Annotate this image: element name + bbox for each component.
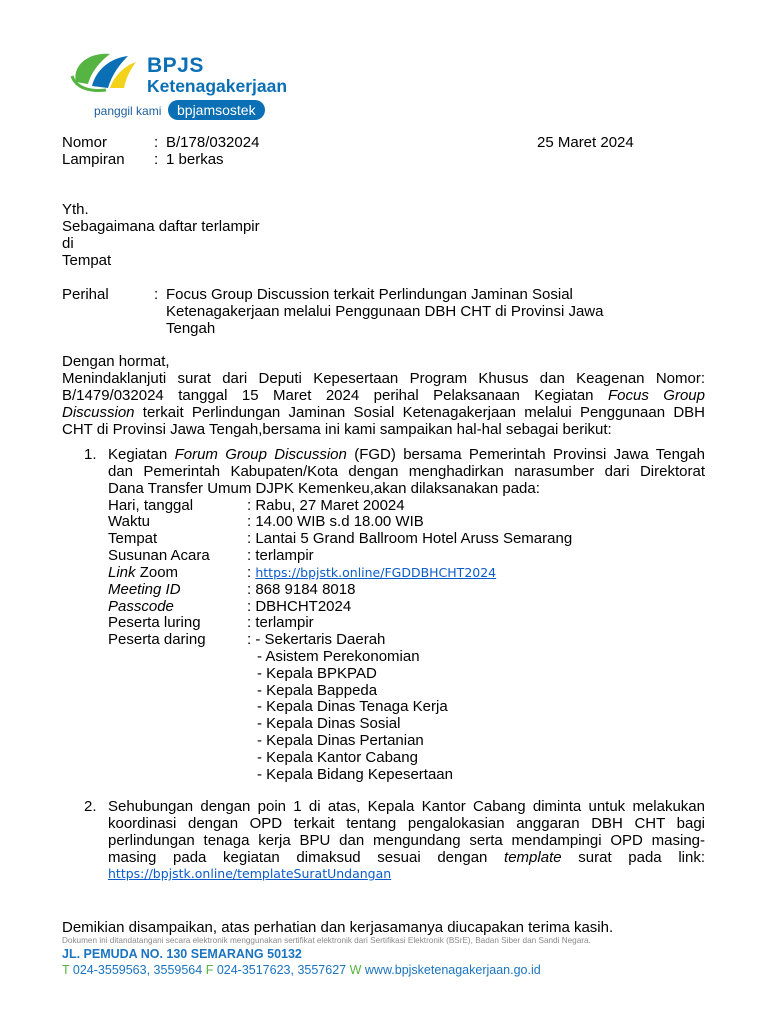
phone-label: T: [62, 963, 70, 977]
perihal-line: Ketenagakerjaan melalui Penggunaan DBH CHT di Provinsi Jawa: [166, 303, 604, 320]
template-link[interactable]: https://bpjstk.online/templateSuratUndangan: [108, 866, 392, 881]
brand-tagline-prefix: panggil kami: [94, 104, 162, 118]
detail-label: Link Zoom: [108, 564, 179, 581]
list-number: 2.: [84, 798, 97, 815]
perihal-line: Focus Group Discussion terkait Perlindungan Jaminan Sosial: [166, 286, 573, 303]
detail-label: Peserta daring: [108, 631, 206, 648]
item2-line: perlindungan tenaga kerja BPU dan mengundang serta mendampingi OPD masing-: [108, 832, 705, 849]
detail-value: : 14.00 WIB s.d 18.00 WIB: [247, 513, 424, 530]
fax-label: F: [205, 963, 214, 977]
brand-tagline-pill: bpjamsostek: [168, 100, 265, 120]
peserta-item: - Kepala Dinas Tenaga Kerja: [257, 698, 448, 715]
contact-line: [62, 963, 541, 977]
phone-value: 024-3559563, 3559564: [72, 963, 203, 977]
detail-label: Susunan Acara: [108, 547, 210, 564]
item2-line: koordinasi dengan OPD terkait tentang pengalokasian anggaran DBH CHT bagi: [108, 815, 705, 832]
lampiran-label: Lampiran: [62, 151, 125, 168]
bpjs-logo-icon: [70, 46, 140, 94]
perihal-label: Perihal: [62, 286, 109, 303]
detail-label: Hari, tanggal: [108, 497, 194, 514]
opening-line: Menindaklanjuti surat dari Deputi Kepesertaan Program Khusus dan Keagenan Nomor:: [62, 370, 705, 387]
letter-date: 25 Maret 2024: [537, 134, 634, 151]
detail-value: : DBHCHT2024: [247, 598, 352, 615]
nomor-label: Nomor: [62, 134, 108, 151]
nomor-value: B/178/032024: [166, 134, 260, 151]
detail-label: Meeting ID: [108, 581, 181, 598]
peserta-item: - Kepala Dinas Sosial: [257, 715, 401, 732]
company-logo: [70, 46, 310, 126]
list-number: 1.: [84, 446, 97, 463]
peserta-item: - Kepala Kantor Cabang: [257, 749, 418, 766]
detail-value: : 868 9184 8018: [247, 581, 356, 598]
detail-value: : terlampir: [247, 614, 314, 631]
detail-value: : - Sekertaris Daerah: [247, 631, 386, 648]
peserta-item: - Kepala Bidang Kepesertaan: [257, 766, 453, 783]
peserta-item: - Kepala BPKPAD: [257, 665, 377, 682]
item1-line: Dana Transfer Umum DJPK Kemenkeu,akan dilaksanakan pada:: [108, 480, 540, 497]
detail-label: Passcode: [108, 598, 174, 615]
detail-value: : terlampir: [247, 547, 314, 564]
opening-line: Discussion terkait Perlindungan Jaminan Sosial Ketenagakerjaan melalui Penggunaan DBH: [62, 404, 705, 421]
detail-label: Waktu: [108, 513, 150, 530]
brand-name: BPJS: [147, 54, 204, 77]
perihal-colon: :: [154, 286, 159, 303]
item1-line: dan Pemerintah Kabupaten/Kota dengan menghadirkan narasumber dari Direktorat: [108, 463, 705, 480]
detail-value: : Lantai 5 Grand Ballroom Hotel Aruss Semarang: [247, 530, 573, 547]
item1-line: Kegiatan Forum Group Discussion (FGD) bersama Pemerintah Provinsi Jawa Tengah: [108, 446, 705, 463]
lampiran-value: 1 berkas: [166, 151, 224, 168]
fax-value: 024-3517623, 3557627: [216, 963, 347, 977]
perihal-line: Tengah: [166, 320, 216, 337]
detail-label: Tempat: [108, 530, 158, 547]
item2-line: masing pada kegiatan dimaksud sesuai dengan template surat pada link:: [108, 849, 705, 866]
nomor-colon: :: [154, 134, 159, 151]
esign-note: Dokumen ini ditandatangani secara elektronik menggunakan sertifikat elektronik dari Sertifikasi Elektronik (BSrE), Badan Siber dan Sandi Negara.: [62, 936, 591, 945]
opening-line: B/1479/032024 tanggal 15 Maret 2024 perihal Pelaksanaan Kegiatan Focus Group: [62, 387, 705, 404]
recipient-line: Yth.: [62, 201, 89, 218]
greeting: Dengan hormat,: [62, 353, 170, 370]
peserta-item: - Kepala Dinas Pertanian: [257, 732, 424, 749]
lampiran-colon: :: [154, 151, 159, 168]
detail-label: Peserta luring: [108, 614, 201, 631]
opening-line: CHT di Provinsi Jawa Tengah,bersama ini kami sampaikan hal-hal sebagai berikut:: [62, 421, 612, 438]
web-value[interactable]: www.bpjsketenagakerjaan.go.id: [364, 963, 541, 977]
closing-text: Demikian disampaikan, atas perhatian dan kerjasamanya diucapakan terima kasih.: [62, 919, 614, 936]
recipient-line: Sebagaimana daftar terlampir: [62, 218, 260, 235]
zoom-link[interactable]: https://bpjstk.online/FGDDBHCHT2024: [255, 565, 497, 580]
web-label: W: [349, 963, 362, 977]
recipient-line: Tempat: [62, 252, 112, 269]
office-address: JL. PEMUDA NO. 130 SEMARANG 50132: [62, 947, 302, 961]
detail-value: : Rabu, 27 Maret 20024: [247, 497, 405, 514]
item2-line: Sehubungan dengan poin 1 di atas, Kepala Kantor Cabang diminta untuk melakukan: [108, 798, 705, 815]
brand-subname: Ketenagakerjaan: [147, 76, 288, 96]
peserta-item: - Kepala Bappeda: [257, 682, 378, 699]
peserta-item: - Asistem Perekonomian: [257, 648, 420, 665]
detail-value: : https://bpjstk.online/FGDDBHCHT2024: [247, 564, 497, 581]
recipient-line: di: [62, 235, 74, 252]
